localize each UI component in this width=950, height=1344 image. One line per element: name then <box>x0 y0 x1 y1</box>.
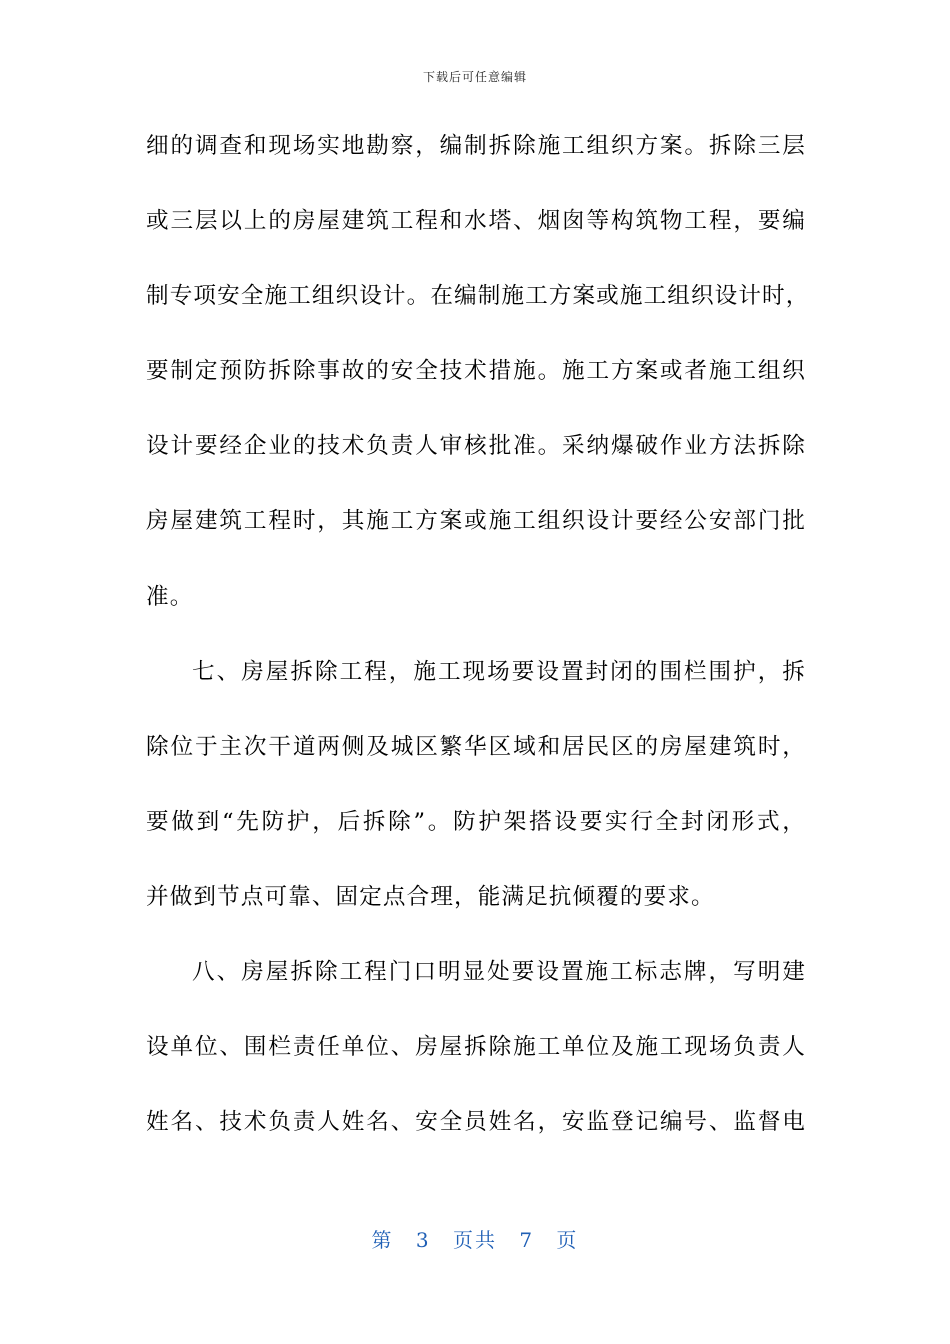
page-number-footer: 第 3 页共 7 页 <box>371 1228 579 1252</box>
body-text-line: 要制定预防拆除事故的安全技术措施。施工方案或者施工组织 <box>146 358 806 385</box>
body-text-line: 制专项安全施工组织设计。在编制施工方案或施工组织设计时， <box>146 283 810 310</box>
page-header: 下载后可任意编辑 <box>422 70 527 84</box>
body-text-line: 要做到“先防护，后拆除”。防护架搭设要实行全封闭形式， <box>146 808 806 835</box>
body-text-line: 设单位、围栏责任单位、房屋拆除施工单位及施工现场负责人 <box>146 1034 806 1061</box>
body-text-line: 准。 <box>146 583 194 610</box>
body-text-line: 八、房屋拆除工程门口明显处要设置施工标志牌，写明建 <box>192 959 806 986</box>
body-text-line: 或三层以上的房屋建筑工程和水塔、烟囱等构筑物工程，要编 <box>146 208 806 235</box>
body-text-line: 设计要经企业的技术负责人审核批准。采纳爆破作业方法拆除 <box>146 433 806 460</box>
body-text-line: 并做到节点可靠、固定点合理，能满足抗倾覆的要求。 <box>146 883 715 910</box>
body-text-line: 姓名、技术负责人姓名、安全员姓名，安监登记编号、监督电 <box>146 1109 806 1136</box>
body-text-line: 房屋建筑工程时，其施工方案或施工组织设计要经公安部门批 <box>146 508 806 535</box>
body-text-line: 七、房屋拆除工程，施工现场要设置封闭的围栏围护，拆 <box>192 658 806 685</box>
body-text-line: 细的调查和现场实地勘察，编制拆除施工组织方案。拆除三层 <box>146 133 806 159</box>
body-text-line: 除位于主次干道两侧及城区繁华区域和居民区的房屋建筑时， <box>146 733 806 760</box>
document-body <box>146 123 810 1174</box>
